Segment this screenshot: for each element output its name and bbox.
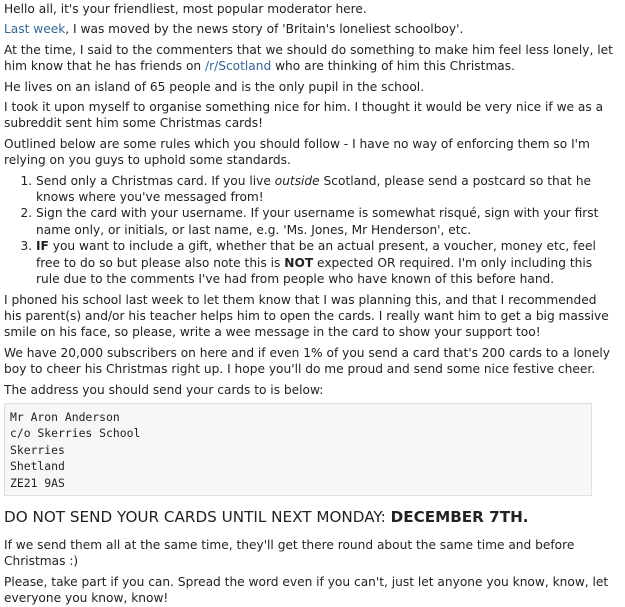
date-notice-heading	[4, 507, 615, 527]
rule-3-not: NOT	[284, 255, 314, 270]
rules-intro-paragraph: Outlined below are some rules which you should follow - I have no way of enforcing them so I'm relying on you guys to uphold some standards.	[4, 136, 590, 168]
rule-item-3	[36, 238, 615, 287]
address-line-2: c/o Skerries School	[10, 426, 141, 441]
address-intro-paragraph: The address you should send your cards to is below:	[4, 382, 324, 397]
intro-paragraph	[4, 21, 615, 37]
rule-item-2: 2. Sign the card with your username. If your username is somewhat risqué, sign with your first name only, or initials, or last name, e.g. 'Ms. Jones, Mr Henderson', etc.	[36, 205, 615, 238]
last-week-link[interactable]: Last week	[4, 22, 66, 37]
timing-paragraph: If we send them all at the same time, they'll get there round about the same time and before Christmas :)	[4, 537, 575, 569]
context-text-before: At the time, I said to the commenters that we should do something to make him feel less lonely, let him know that he has friends on	[4, 42, 613, 74]
rule-1-text-before: Send only a Christmas card. If you live	[36, 173, 275, 188]
address-line-3: Skerries	[10, 442, 65, 457]
context-paragraph	[4, 42, 615, 75]
rule-1-text-after: Scotland, please send a postcard so that he knows where you've messaged from!	[36, 173, 592, 205]
notice-date: DECEMBER 7TH.	[390, 507, 529, 526]
rules-list	[4, 173, 615, 288]
rule-3-if: IF	[36, 239, 49, 254]
context-text-after: who are thinking of him this Christmas.	[271, 59, 516, 74]
subreddit-link[interactable]: /r/Scotland	[205, 59, 272, 74]
closing-paragraph: Please, take part if you can. Spread the word even if you can't, just let anyone you know, know, let everyone you know, know!	[4, 574, 609, 606]
subscribers-paragraph: We have 20,000 subscribers on here and if even 1% of you send a card that's 200 cards to a lonely boy to cheer his Christmas right up. I hope you'll do me proud and send some nice festive cheer.	[4, 345, 610, 377]
rule-item-1	[36, 173, 615, 206]
notice-text: DO NOT SEND YOUR CARDS UNTIL NEXT MONDAY:	[4, 507, 391, 526]
address-block	[4, 403, 592, 496]
address-line-5: ZE21 9AS	[10, 475, 65, 490]
rule-1-emphasis: outside	[274, 173, 320, 188]
school-paragraph: I phoned his school last week to let them know that I was planning this, and that I recommended his parent(s) and/or his teacher helps him to open the cards. I really want him to get a big massive smile on his face, so please, write a wee message in the card to show your support too!	[4, 292, 609, 340]
rule-3-text-after: expected OR required. I'm only including this rule due to the comments I've had from people who have known of this before hand.	[36, 255, 593, 287]
address-line-1: Mr Aron Anderson	[10, 409, 120, 424]
rule-3-text-mid: you want to include a gift, whether that be an actual present, a voucher, money etc, feel free to do so but please also note this is	[36, 239, 596, 270]
greeting-paragraph: Hello all, it's your friendliest, most popular moderator here.	[4, 2, 367, 16]
island-paragraph: He lives on an island of 65 people and is the only pupil in the school.	[4, 79, 425, 94]
intro-text: , I was moved by the news story of 'Britain's loneliest schoolboy'.	[65, 22, 464, 37]
address-line-4: Shetland	[10, 459, 65, 474]
plan-paragraph: I took it upon myself to organise something nice for him. I thought it would be very nice if we as a subreddit sent him some Christmas cards!	[4, 100, 604, 131]
